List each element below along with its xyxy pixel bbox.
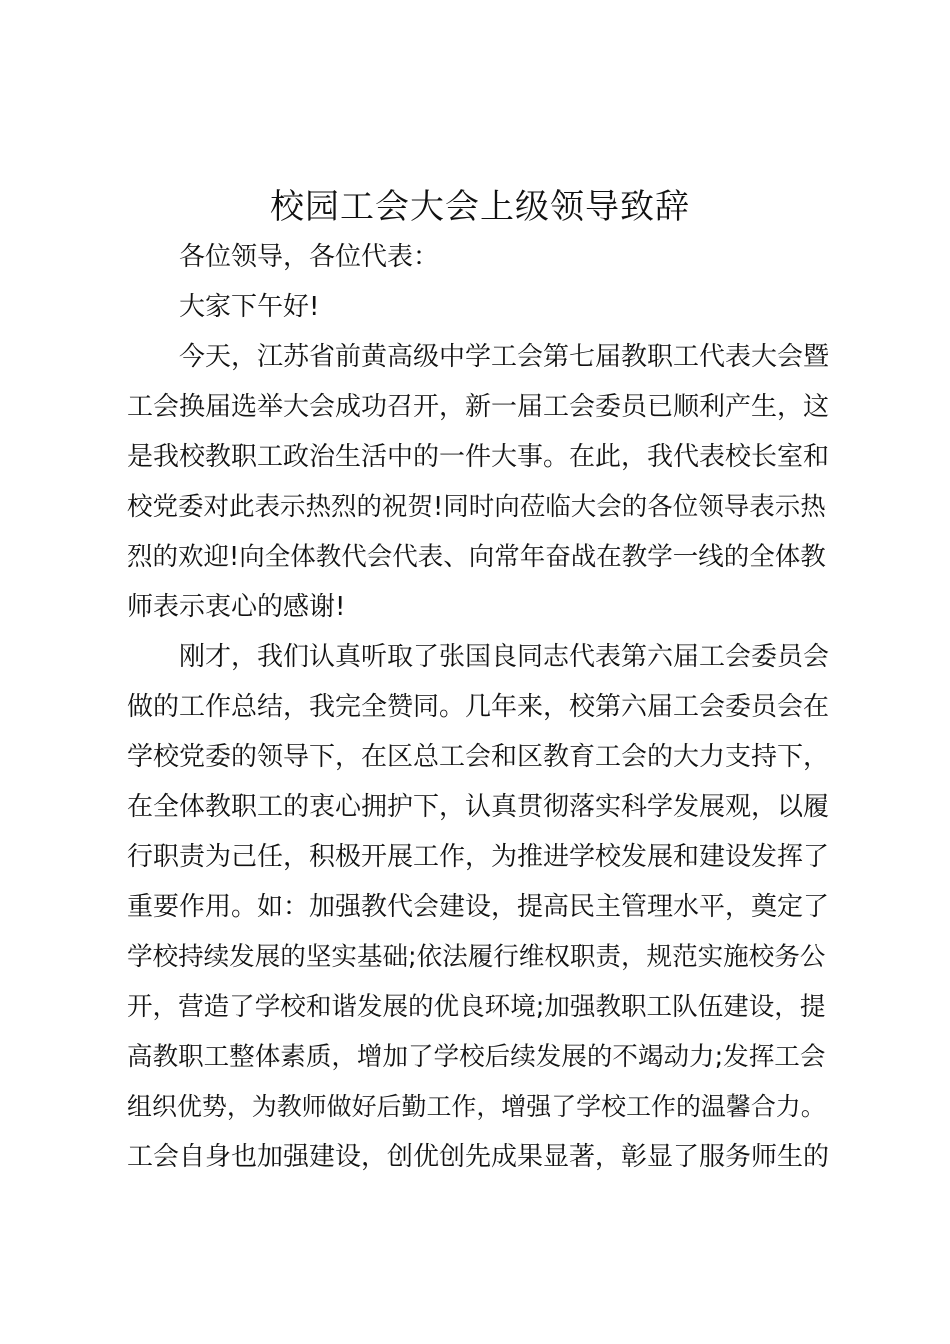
- paragraph-2-line: 行职责为己任，积极开展工作，为推进学校发展和建设发挥了: [127, 842, 830, 872]
- paragraph-2-line: 工会自身也加强建设，创优创先成果显著，彰显了服务师生的: [127, 1142, 830, 1172]
- paragraph-2-line: 做的工作总结，我完全赞同。几年来，校第六届工会委员会在: [127, 692, 830, 722]
- paragraph-2-line: 在全体教职工的衷心拥护下，认真贯彻落实科学发展观，以履: [127, 792, 830, 822]
- paragraph-1-line: 烈的欢迎!向全体教代会代表、向常年奋战在教学一线的全体教: [127, 542, 826, 572]
- paragraph-1-line: 今天，江苏省前黄高级中学工会第七届教职工代表大会暨: [179, 342, 830, 372]
- paragraph-1-line: 是我校教职工政治生活中的一件大事。在此，我代表校长室和: [127, 442, 830, 472]
- paragraph-1-line: 校党委对此表示热烈的祝贺!同时向莅临大会的各位领导表示热: [127, 492, 826, 522]
- salutation-line: 各位领导，各位代表：: [179, 242, 440, 272]
- paragraph-2-line: 学校持续发展的坚实基础;依法履行维权职责，规范实施校务公: [127, 942, 826, 972]
- greeting-line: 大家下午好!: [179, 292, 320, 322]
- paragraph-2-line: 开，营造了学校和谐发展的优良环境;加强教职工队伍建设，提: [127, 992, 826, 1022]
- paragraph-2-line: 高教职工整体素质，增加了学校后续发展的不竭动力;发挥工会: [127, 1042, 826, 1072]
- paragraph-1-line: 工会换届选举大会成功召开，新一届工会委员已顺利产生，这: [127, 392, 830, 422]
- paragraph-1-line: 师表示衷心的感谢!: [127, 592, 346, 622]
- paragraph-2-line: 组织优势，为教师做好后勤工作，增强了学校工作的温馨合力。: [127, 1092, 826, 1121]
- paragraph-2-line: 重要作用。如：加强教代会建设，提高民主管理水平，奠定了: [127, 892, 830, 922]
- document-page: [127, 182, 833, 1182]
- paragraph-2-line: 学校党委的领导下，在区总工会和区教育工会的大力支持下，: [127, 742, 830, 772]
- document-title: 校园工会大会上级领导致辞: [270, 187, 690, 227]
- paragraph-2-line: 刚才，我们认真听取了张国良同志代表第六届工会委员会: [179, 642, 830, 672]
